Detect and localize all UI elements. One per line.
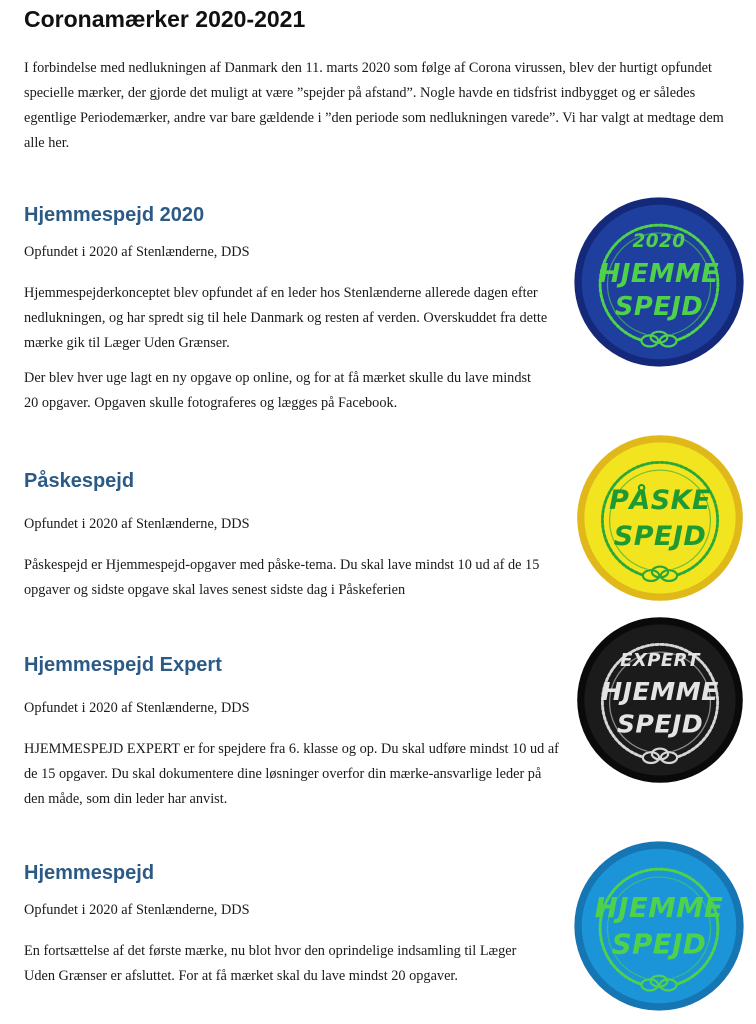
section-origin: Opfundet i 2020 af Stenlænderne, DDS [24,902,250,918]
badge-text-line: SPEJD [616,709,704,739]
section-origin: Opfundet i 2020 af Stenlænderne, DDS [24,700,250,716]
badge-graphic [567,190,751,374]
hjemmespejd-2020-badge-icon [567,190,751,374]
badge-graphic [567,834,751,1018]
badge-text-line: HJEMME [601,677,719,706]
section-description: HJEMMESPEJD EXPERT er for spejdere fra 6. klasse og op. Du skal udføre mindst 10 ud af de 15 opgaver. Du skal dokumentere dine løsninger overfor din mærke-ansvarlige leder på den måde, som din leder har anvist. [24,741,559,807]
badge-fill [582,849,737,1004]
badge-text-line: PÅSKE [609,485,711,516]
hjemmespejd-badge-icon [567,834,751,1018]
hjemmespejd-expert-badge-icon [570,610,750,790]
paaskespejd-badge-icon [570,428,750,608]
section-heading: Hjemmespejd Expert [24,654,222,676]
section-heading: Påskespejd [24,470,135,492]
badge-text-line: HJEMME [594,890,724,924]
section-origin: Opfundet i 2020 af Stenlænderne, DDS [24,244,250,260]
badge-text-line: HJEMME [598,259,720,289]
badge-text-line: SPEJD [613,521,707,552]
section-description: Påskespejd er Hjemmespejd-opgaver med påske-tema. Du skal lave mindst 10 ud af de 15 opgaver og sidste opgave skal laves senest sidste dag i Påskeferien [24,557,540,598]
badge-text-line: SPEJD [614,292,704,323]
page-title: Coronamærker 2020-2021 [24,6,306,32]
section-origin: Opfundet i 2020 af Stenlænderne, DDS [24,516,250,532]
section-description: En fortsættelse af det første mærke, nu blot hvor den oprindelige indsamling til Læger Uden Grænser er afsluttet. For at få mærket skal du lave mindst 20 opgaver. [24,943,517,984]
section-heading: Hjemmespejd 2020 [24,204,205,226]
badge-graphic [570,428,750,608]
badge-fill [584,442,735,593]
badge-graphic [570,610,750,790]
badge-text-line: EXPERT [620,649,700,671]
section-heading: Hjemmespejd [24,862,155,884]
badge-text-line: SPEJD [611,927,707,961]
intro-paragraph: I forbindelse med nedlukningen af Danmark den 11. marts 2020 som følge af Corona virussen, blev der hurtigt opfundet specielle mærker, der gjorde det muligt at være ”spejder på afstand”. Nogle havde en tidsfrist indbygget og er således egentlige Periodemærker, andre var bare gældende i ”den periode som nedlukningen varede”. Vi har valgt at medtage dem alle her. [24,60,724,151]
section-description: Der blev hver uge lagt en ny opgave op online, og for at få mærket skulle du lave mindst 20 opgaver. Opgaven skulle fotograferes og lægges på Facebook. [24,370,532,411]
badge-text-line: 2020 [632,231,686,253]
section-description: Hjemmespejderkonceptet blev opfundet af en leder hos Stenlænderne allerede dagen efter nedlukningen, og har spredt sig til hele Danmark og resten af verden. Overskuddet fra dette mærke gik til Læger Uden Grænser. [24,285,548,351]
